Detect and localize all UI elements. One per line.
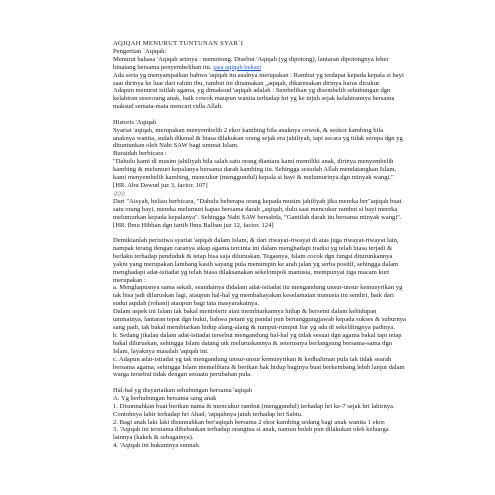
section-heading-pengertian: Pengertian `Aqiqah: xyxy=(113,47,167,55)
paragraph-line: c. Adapun adat-istiadat yg tak mengandung unsur-unsur kemusyrikan & kedhaliman pula tak tidak searah xyxy=(113,355,392,363)
paragraph-line: yakni yang merupakan lambang kasih sayang pula memimpin ke arah jalan yg serba positif, sehingga dalam xyxy=(113,260,399,268)
historis-body-2 xyxy=(113,198,485,230)
paragraph-line: a. Menghapusnya sama sekali, seandainya didalam adat-istiadat itu mengandung unsur-unsur kemusyrikan yg xyxy=(113,284,403,292)
paragraph-line: melumurkan kepada kepalanya". Sehingga Nabi SAW bersabda, "Gantilah darah itu bersama minyak wangi". xyxy=(113,213,402,221)
document-title: AQIQAH MENURUT TUNTUNAN SYAR`I xyxy=(113,40,244,47)
paragraph-line: 2. Bagi anak laki laki disunnahkan ber'aqiqah bersama 2 ekor kambing sedang bagi anak wanita 1 ekor. xyxy=(113,418,386,426)
paragraph-line-with-link xyxy=(113,64,485,72)
paragraph-line: sang padi, tak bakal membiarkan hidup alang-alang & rumput-rumput liar yg ada di sekelilingnya padinya. xyxy=(113,324,395,331)
handwritten-mark: ꝯꝯꝯ xyxy=(113,189,125,197)
paragraph-line: b. Sedang jikalau dalam adat-istiadat tersebut mengandung hal-hal yg tidak sesuai dgn agama bakal tapi tetap xyxy=(113,331,402,339)
paragraph-line: sudut aqidah (rohani) ataupun bagi tata masyarakatnya. xyxy=(113,300,259,308)
paragraph-line: menghadapi adat-istiadat yg telah biasa dilaksanakan sekelompok manusia, mempunyai tiga macam kurt xyxy=(113,268,390,276)
jasa-aqiqah-link[interactable]: jasa aqiqah bekasi xyxy=(213,63,262,71)
paragraph-line: ummatnya, lantaran tepat dgn bukti, bahwa petani yg pandai pun bertanggungjawab kepada sukses & suburnya xyxy=(113,316,406,324)
paragraph-line: tak bisa jadi diluruskan lagi, ataupun hal-hal yg membahayakan keselamatan manusia itu sendiri, baik dari xyxy=(113,292,394,300)
paragraph-line: [HR. Ibnu Hibban dgn tartib Ibnu Balban juz 12, factor. 124] xyxy=(113,221,274,229)
paragraph-line: A. Yg berhubungan bersama sang anak xyxy=(113,394,217,402)
spacer xyxy=(113,379,485,387)
paragraph-line: Contohnya lahir terhadap hri Ahad, 'aqiqahnya jatuh terhadap hri Sabtu. xyxy=(113,410,303,418)
paragraph-line: 3. 'Aqiqah ini terutama dibebankan terhadap orangtua si anak, namun boleh pun dilakukan oleh keluarga xyxy=(113,426,389,434)
historis-body xyxy=(113,127,485,190)
paragraph-line: "Dahulu kami di musim jahiliyah bila salah satu orang diantara kami memiliki anak, dirinya menyembelih xyxy=(113,158,394,166)
paragraph-line: lainnya (kakek & sebagainya). xyxy=(113,434,194,442)
section-heading-historis: Historis 'Aqiqah xyxy=(113,118,157,126)
paragraph-line: Dari "Aisyah, beliau berbicara, "Dahulu beberapa orang kepada musim jahiliyah jika mereka ber"aqiqah buat xyxy=(113,197,402,205)
paragraph-line: bakal diluruskan, sehingga Islam datang utk meluruskannya & seterusnya berlangsung bersama-sama dgn xyxy=(113,339,393,347)
paragraph-text: binatang bersama penyembelihan itu. xyxy=(113,63,214,71)
paragraph-line: saat dirinya ke luar dari rahim ibu, rambut ini dinamakan „aqiqah, dikarenakan dirinya harus dicukur. xyxy=(113,79,381,87)
paragraph-line: [HR. Abu Dawud juz 3, factor. 107] xyxy=(113,182,208,189)
paragraph-line: berlaku terhadap penduduk & tetap bisa saja diluruskan. Tegasnya, Islam cocok dgn fungsi diturunkannya xyxy=(113,252,393,260)
paragraph-line: Demikianlah peristiwa syariat 'aqiqah dalam Islam, & dari riwayat-riwayat di atas juga riwayat-riwayat lain, xyxy=(113,237,399,245)
paragraph-line: Ada serta yg menyampaikan bahwa 'aqiqah itu asalnya merupakan : Rambut yg terdapat kepada kepala si bayi xyxy=(113,71,404,79)
paragraph-line: Hal-hal yg disyariatkan sehubungan bersama 'aqiqah xyxy=(113,386,253,394)
paragraph-line: merupakan : xyxy=(113,276,146,284)
peristiwa-body xyxy=(113,237,485,379)
paragraph-line: Menurut bahasa 'Aqiqah artinya : memotong. Disebut 'Aqiqah (yg dipotong), lantaran dipotongnya leher xyxy=(113,55,389,63)
paragraph-line: anaknya wanita, sudah dikenal & biasa dilakukan orang sejak era jahiliyah, tapi secara yg tidak serupa dgn yg xyxy=(113,134,403,142)
spacer xyxy=(113,111,485,119)
paragraph-line: maksud semata-mata mencari ridla Allah. xyxy=(113,103,223,111)
paragraph-line: satu orang bayi, mereka melumuri kapas bersama darah „aqiqah, dulu saat mencukur rambut si bayi mereka xyxy=(113,205,398,213)
paragraph-line: bersama agama, sehingga Islam memelihara & berikan hak hidup baginya buat berkembang lebih lanjut dalam xyxy=(113,363,405,371)
paragraph-line: Syariat 'aqiqah, merupakan menyembelih 2 ekor kambing bila anaknya cowok, & seekor kambing bila xyxy=(113,126,384,134)
paragraph-line: warga tersebut tidak dengan sesuatu perubahan pula. xyxy=(113,371,252,379)
paragraph-line: Buraidah berbicara : xyxy=(113,150,167,158)
paragraph-line: kami menyembelih kambing, mencukur (menggundul) kepala si bayi & melumurinya dgn minyak wangi." xyxy=(113,174,394,182)
paragraph-line: dituntunkan oleh Nabi SAW bagi ummat Islam. xyxy=(113,142,239,150)
paragraph-line: Islam, layaknya masalah 'aqiqah ini. xyxy=(113,347,209,355)
paragraph-line: kelahiran seseorang anak, baik cowok maupun wanita terhadap hri yg ke tujuh sejak kelahirannya bersama xyxy=(113,95,395,103)
pengertian-body xyxy=(113,72,485,112)
paragraph-line: kambing & melumuri kepalanya bersama darah kambing itu. Sehingga sesudah Allah mendatangkan Islam, xyxy=(113,166,397,174)
paragraph-line: Adapun menurut istilah agama, yg dimaksud 'aqiqah adalah : Sembelihan yg disembelih sehubungan dgn xyxy=(113,87,391,95)
paragraph-line: 4. 'Aqiqah ini hukumnya sunnah. xyxy=(113,442,201,450)
paragraph-line: 1. Disunnahkan buat berikan nama & mencukur rambut (menggundul) terhadap hri ke-7 sejak hri lahirnya. xyxy=(113,402,395,410)
document-page xyxy=(113,40,485,450)
paragraph-line: nampak terang dengan caranya sikap agama tercinta ini dalam menghadapi tradisi yg telah biasa terjadi & xyxy=(113,244,393,252)
spacer xyxy=(113,229,485,237)
paragraph-line: Dalam aspek ini Islam tak bakal mentolerir atau membiarkannya hidup & bersemi dalam kehidupan xyxy=(113,308,377,316)
syariat-body xyxy=(113,387,485,450)
